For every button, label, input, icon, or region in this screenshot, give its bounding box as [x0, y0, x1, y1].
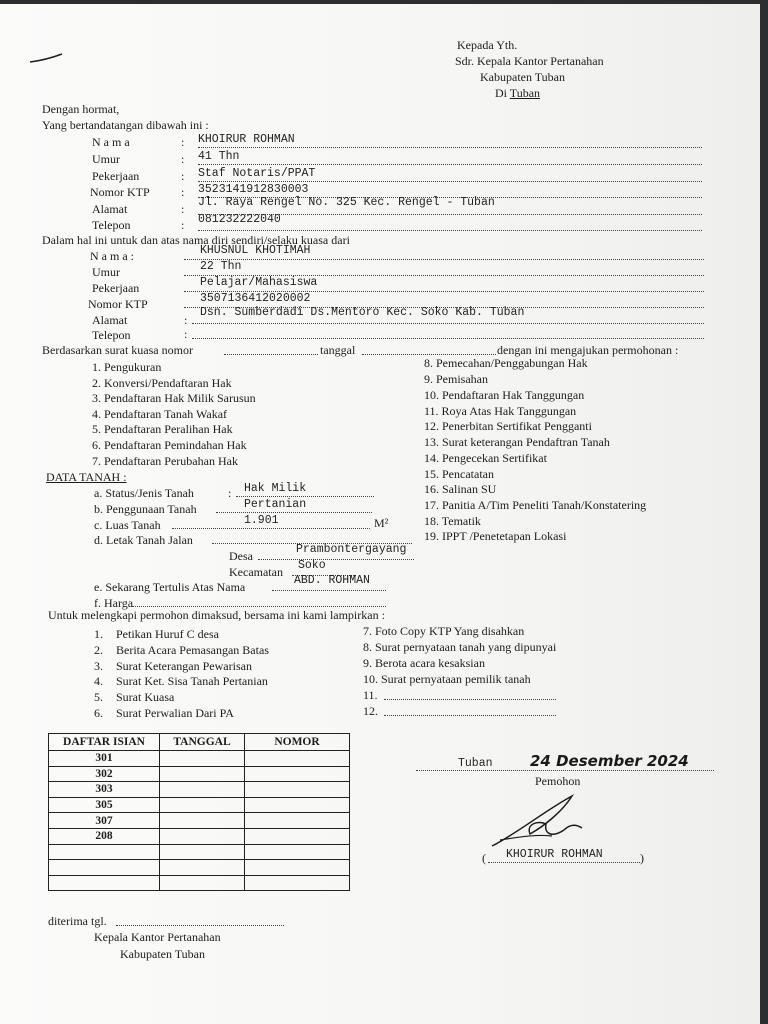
receipt-label: diterima tgl.	[48, 914, 107, 928]
table-row	[49, 751, 350, 767]
table-cell-tanggal[interactable]	[160, 844, 245, 860]
field-label: Telepon	[92, 218, 131, 232]
attachment-item[interactable]: 11.	[363, 688, 378, 702]
table-row	[49, 782, 350, 798]
request-item[interactable]: 6. Pendaftaran Pemindahan Hak	[92, 438, 247, 452]
table-cell-daftar	[49, 875, 160, 891]
land-label: e. Sekarang Tertulis Atas Nama	[94, 580, 246, 594]
signature-scribble	[486, 794, 596, 854]
land-label: b. Penggunaan Tanah	[94, 502, 197, 516]
table-cell-tanggal[interactable]	[160, 875, 245, 891]
addressee-line: Sdr. Kepala Kantor Pertanahan	[455, 54, 604, 68]
table-cell-daftar: 301	[49, 751, 160, 767]
field-label: Umur	[92, 265, 120, 279]
attachment-item[interactable]: 7. Foto Copy KTP Yang disahkan	[363, 624, 525, 638]
table-cell-tanggal[interactable]	[160, 813, 245, 829]
basis-text-c: dengan ini mengajukan permohonan :	[497, 343, 679, 357]
signature-place: Tuban	[458, 757, 493, 770]
request-item[interactable]: 10. Pendaftaran Hak Tanggungan	[424, 388, 585, 402]
addressee-line: Kepada Yth.	[457, 38, 518, 52]
table-cell-nomor[interactable]	[245, 875, 350, 891]
basis-text-b: tanggal	[320, 343, 356, 357]
attachment-item[interactable]: Surat Kuasa	[116, 690, 175, 704]
field-colon: :	[228, 486, 232, 500]
table-cell-daftar: 307	[49, 813, 160, 829]
request-item[interactable]: 15. Pencatatan	[424, 467, 494, 481]
request-item[interactable]: 13. Surat keterangan Pendaftran Tanah	[424, 435, 610, 449]
request-item[interactable]: 17. Panitia A/Tim Peneliti Tanah/Konstatering	[424, 498, 647, 512]
signature-date: 24 Desember 2024	[530, 752, 689, 770]
table-row	[49, 797, 350, 813]
signer-phone-value[interactable]: 081232222040	[198, 213, 281, 226]
attachment-item[interactable]: Surat Perwalian Dari PA	[116, 706, 234, 720]
request-item[interactable]: 7. Pendaftaran Perubahan Hak	[92, 454, 238, 468]
signer-address-value[interactable]: Jl. Raya Rengel No. 325 Kec. Rengel - Tuban	[198, 196, 495, 209]
table-cell-daftar: 303	[49, 782, 160, 798]
field-label: Pekerjaan	[92, 281, 140, 295]
attachment-number: 3.	[94, 659, 103, 673]
land-district-value[interactable]: Soko	[298, 559, 326, 572]
land-village-value[interactable]: Prambontergayang	[296, 543, 407, 556]
table-cell-tanggal[interactable]	[160, 797, 245, 813]
principal-address-value[interactable]: Dsn. Sumberdadi Ds.Mentoro Kec. Soko Kab. Tuban	[200, 306, 525, 319]
field-colon: :	[181, 169, 185, 183]
signer-age-value[interactable]: 41 Thn	[198, 150, 240, 163]
signature-paren-open: (	[482, 851, 486, 865]
attachment-item[interactable]: 9. Berota acara kesaksian	[363, 656, 485, 670]
signer-ktp-value[interactable]: 3523141912830003	[198, 183, 309, 196]
table-header: TANGGAL	[160, 734, 245, 751]
document-page	[0, 4, 760, 1024]
receipt-regency: Kabupaten Tuban	[120, 947, 205, 961]
request-item[interactable]: 19. IPPT /Penetetapan Lokasi	[424, 529, 567, 543]
attachment-number: 1.	[94, 627, 103, 641]
table-row	[49, 844, 350, 860]
request-item[interactable]: 14. Pengecekan Sertifikat	[424, 451, 547, 465]
principal-ktp-value[interactable]: 3507136412020002	[200, 292, 311, 305]
land-label: a. Status/Jenis Tanah	[94, 486, 194, 500]
field-label: Nomor KTP	[88, 297, 148, 311]
field-label: N a m a :	[90, 249, 134, 263]
attachments-intro: Untuk melengkapi permohon dimaksud, bersama ini kami lampirkan :	[48, 608, 385, 622]
request-item[interactable]: 11. Roya Atas Hak Tanggungan	[424, 404, 577, 418]
request-item[interactable]: 3. Pendaftaran Hak Milik Sarusun	[92, 391, 256, 405]
signature-name: KHOIRUR ROHMAN	[506, 848, 603, 861]
land-status-value[interactable]: Hak Milik	[244, 482, 307, 495]
field-label: Telepon	[92, 328, 131, 342]
table-header: NOMOR	[245, 734, 350, 751]
field-colon: :	[181, 202, 185, 216]
table-cell-nomor[interactable]	[245, 844, 350, 860]
land-label: d. Letak Tanah Jalan	[94, 533, 193, 547]
field-colon: :	[181, 135, 185, 149]
field-colon: :	[181, 218, 185, 232]
attachment-item[interactable]: Petikan Huruf C desa	[116, 627, 219, 641]
table-cell-daftar: 305	[49, 797, 160, 813]
table-row	[49, 828, 350, 844]
intro-text: Yang bertandatangan dibawah ini :	[42, 118, 209, 132]
field-label: Alamat	[92, 202, 128, 216]
field-colon: :	[181, 185, 185, 199]
greeting: Dengan hormat,	[42, 102, 120, 116]
addressee-line: Kabupaten Tuban	[480, 70, 565, 84]
attachment-number: 5.	[94, 690, 103, 704]
principal-name-value[interactable]: KHUSNUL KHOTIMAH	[200, 244, 311, 257]
table-header: DAFTAR ISIAN	[49, 734, 160, 751]
table-cell-tanggal[interactable]	[160, 828, 245, 844]
land-use-value[interactable]: Pertanian	[244, 498, 307, 511]
land-label: f. Harga	[94, 596, 134, 610]
attachment-item[interactable]: Berita Acara Pemasangan Batas	[116, 643, 269, 657]
principal-age-value[interactable]: 22 Thn	[200, 260, 242, 273]
signer-job-value[interactable]: Staf Notaris/PPAT	[198, 167, 316, 180]
attachment-item[interactable]: 10. Surat pernyataan pemilik tanah	[363, 672, 531, 686]
table-cell-nomor[interactable]	[245, 782, 350, 798]
table-cell-nomor[interactable]	[245, 860, 350, 876]
field-colon: :	[184, 313, 188, 327]
land-owner-value[interactable]: ABD. ROHMAN	[294, 574, 370, 587]
table-cell-daftar	[49, 860, 160, 876]
register-table	[48, 733, 350, 891]
table-cell-tanggal[interactable]	[160, 782, 245, 798]
attachment-item[interactable]: 8. Surat pernyataan tanah yang dipunyai	[363, 640, 557, 654]
signature-paren-close: )	[640, 851, 644, 865]
table-cell-tanggal[interactable]	[160, 860, 245, 876]
addressee-line: Di Tuban	[495, 86, 541, 100]
land-area-unit: M²	[374, 516, 389, 530]
table-row	[49, 860, 350, 876]
field-label: Nomor KTP	[90, 185, 150, 199]
request-item[interactable]: 16. Salinan SU	[424, 482, 497, 496]
table-cell-nomor[interactable]	[245, 751, 350, 767]
table-row	[49, 766, 350, 782]
field-label: Pekerjaan	[92, 169, 140, 183]
table-cell-tanggal[interactable]	[160, 751, 245, 767]
signer-name-value[interactable]: KHOIRUR ROHMAN	[198, 133, 295, 146]
land-data-title: DATA TANAH :	[46, 470, 127, 484]
request-item[interactable]: 12. Penerbitan Sertifikat Pengganti	[424, 419, 592, 433]
pen-mark	[28, 50, 68, 70]
request-item[interactable]: 18. Tematik	[424, 514, 481, 528]
table-cell-nomor[interactable]	[245, 813, 350, 829]
principal-job-value[interactable]: Pelajar/Mahasiswa	[200, 276, 318, 289]
table-row	[49, 813, 350, 829]
request-item[interactable]: 5. Pendaftaran Peralihan Hak	[92, 422, 233, 436]
request-item[interactable]: 2. Konversi/Pendaftaran Hak	[92, 376, 232, 390]
receipt-office: Kepala Kantor Pertanahan	[94, 930, 221, 944]
table-cell-tanggal[interactable]	[160, 766, 245, 782]
table-cell-nomor[interactable]	[245, 828, 350, 844]
land-label: c. Luas Tanah	[94, 518, 161, 532]
table-cell-daftar: 302	[49, 766, 160, 782]
attachment-number: 4.	[94, 674, 103, 688]
attachment-number: 6.	[94, 706, 103, 720]
table-cell-daftar: 208	[49, 828, 160, 844]
table-header-row	[49, 734, 350, 751]
proxy-intro: Dalam hal ini untuk dan atas nama diri sendiri/selaku kuasa dari	[42, 233, 350, 247]
land-label: Kecamatan	[229, 565, 283, 579]
table-cell-nomor[interactable]	[245, 766, 350, 782]
request-item[interactable]: 1. Pengukuran	[92, 360, 162, 374]
request-item[interactable]: 9. Pemisahan	[424, 372, 488, 386]
field-label: N a m a	[92, 135, 130, 149]
attachment-item[interactable]: 12.	[363, 704, 378, 718]
field-colon: :	[181, 152, 185, 166]
field-label: Alamat	[92, 313, 128, 327]
basis-text-a: Berdasarkan surat kuasa nomor	[42, 343, 193, 357]
request-item[interactable]: 4. Pendaftaran Tanah Wakaf	[92, 407, 228, 421]
addressee-city: Tuban	[509, 86, 541, 100]
attachment-number: 2.	[94, 643, 103, 657]
field-colon: :	[184, 327, 188, 341]
attachment-item[interactable]: Surat Ket. Sisa Tanah Pertanian	[116, 674, 268, 688]
table-cell-daftar	[49, 844, 160, 860]
field-label: Umur	[92, 152, 120, 166]
request-item[interactable]: 8. Pemecahan/Penggabungan Hak	[424, 356, 588, 370]
table-cell-nomor[interactable]	[245, 797, 350, 813]
attachment-item[interactable]: Surat Keterangan Pewarisan	[116, 659, 252, 673]
signature-role: Pemohon	[535, 774, 581, 788]
land-label: Desa	[229, 549, 253, 563]
land-area-value[interactable]: 1.901	[244, 514, 279, 527]
table-row	[49, 875, 350, 891]
